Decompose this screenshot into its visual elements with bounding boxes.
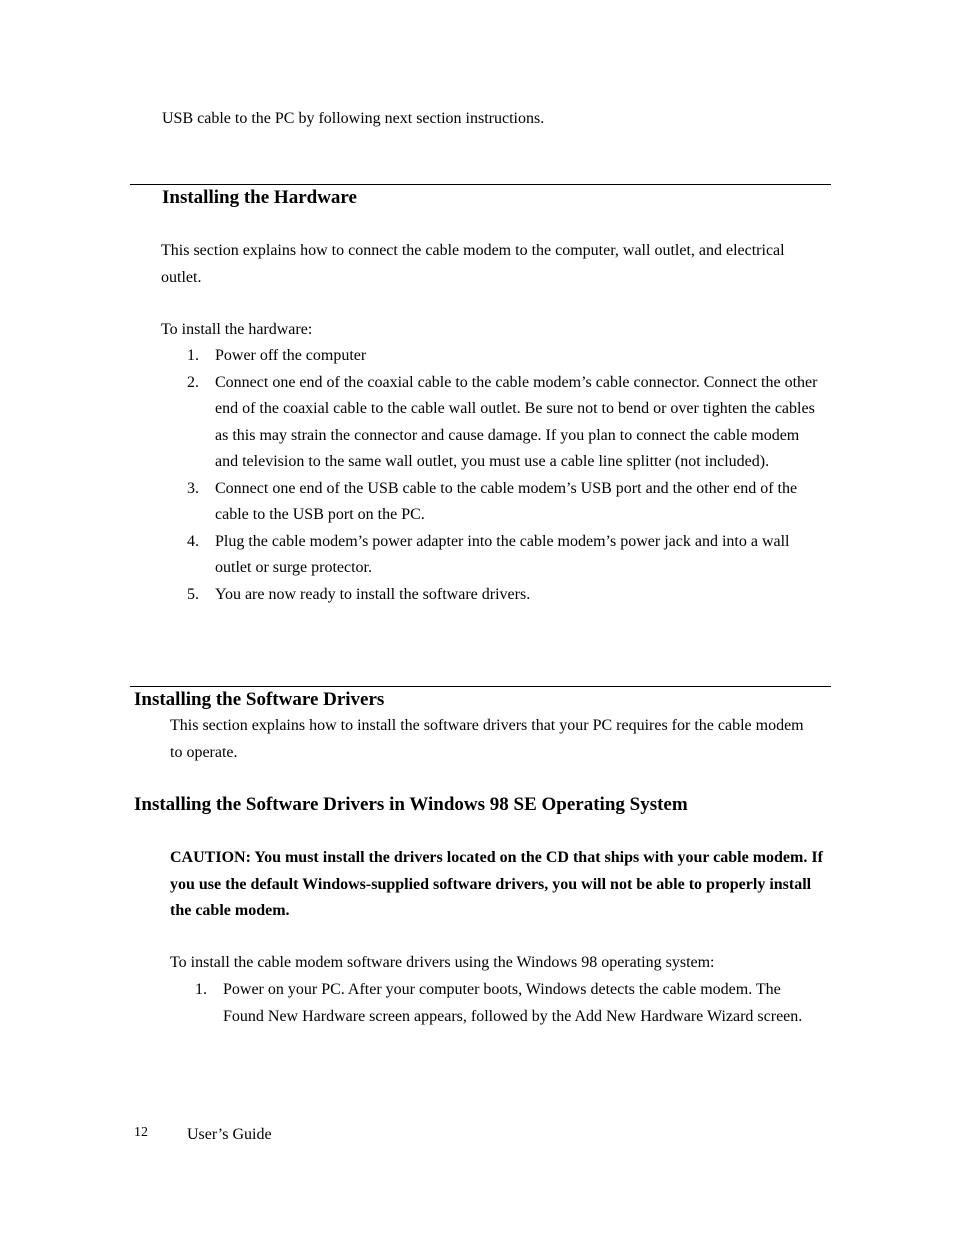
- software-steps: [195, 977, 818, 1030]
- step-text: You are now ready to install the software drivers.: [215, 585, 531, 603]
- software-subheading: Installing the Software Drivers in Windows 98 SE Operating System: [134, 794, 688, 815]
- list-item: [187, 370, 825, 476]
- step-text: Connect one end of the coaxial cable to the cable modem’s cable connector. Connect the other end of the coaxial cable to the cable wall outlet. Be sure not to bend or over tighten the cables as this may strain the connector and cause damage. If you plan to connect the cable modem and television to the same wall outlet, you must use a cable line splitter (not included).: [215, 373, 818, 470]
- hardware-heading: Installing the Hardware: [162, 187, 357, 208]
- step-text: Power on your PC. After your computer boots, Windows detects the cable modem. The Found New Hardware screen appears, followed by the Add New Hardware Wizard screen.: [223, 981, 803, 1025]
- software-heading: Installing the Software Drivers: [134, 689, 385, 710]
- step-text: Power off the computer: [215, 347, 367, 364]
- step-number: 4.: [187, 532, 199, 550]
- list-item: [187, 529, 825, 582]
- hardware-lead: To install the hardware:: [161, 321, 313, 338]
- hardware-description: This section explains how to connect the cable modem to the computer, wall outlet, and electrical outlet.: [161, 242, 785, 286]
- step-number: 1.: [187, 347, 199, 364]
- section-rule: [130, 184, 831, 185]
- footer-title: User’s Guide: [187, 1126, 272, 1143]
- software-description: This section explains how to install the software drivers that your PC requires for the cable modem to operate.: [170, 717, 804, 761]
- page-number: 12: [134, 1125, 148, 1140]
- step-number: 3.: [187, 479, 199, 497]
- section-rule: [130, 686, 831, 687]
- list-item: [187, 476, 825, 529]
- list-item: [187, 343, 825, 370]
- step-text: Connect one end of the USB cable to the cable modem’s USB port and the other end of the cable to the USB port on the PC.: [215, 479, 798, 523]
- step-number: 1.: [195, 981, 207, 998]
- caution-note: CAUTION: You must install the drivers located on the CD that ships with your cable modem. If you use the default Windows-supplied software drivers, you will not be able to properly install the cable modem.: [170, 849, 823, 919]
- intro-line: USB cable to the PC by following next section instructions.: [162, 110, 545, 127]
- software-lead: To install the cable modem software drivers using the Windows 98 operating system:: [170, 954, 715, 971]
- step-number: 5.: [187, 585, 199, 603]
- step-text: Plug the cable modem’s power adapter into the cable modem’s power jack and into a wall outlet or surge protector.: [215, 532, 790, 576]
- list-item: [195, 977, 818, 1030]
- list-item: [187, 582, 825, 609]
- hardware-steps: [187, 343, 825, 608]
- step-number: 2.: [187, 373, 199, 391]
